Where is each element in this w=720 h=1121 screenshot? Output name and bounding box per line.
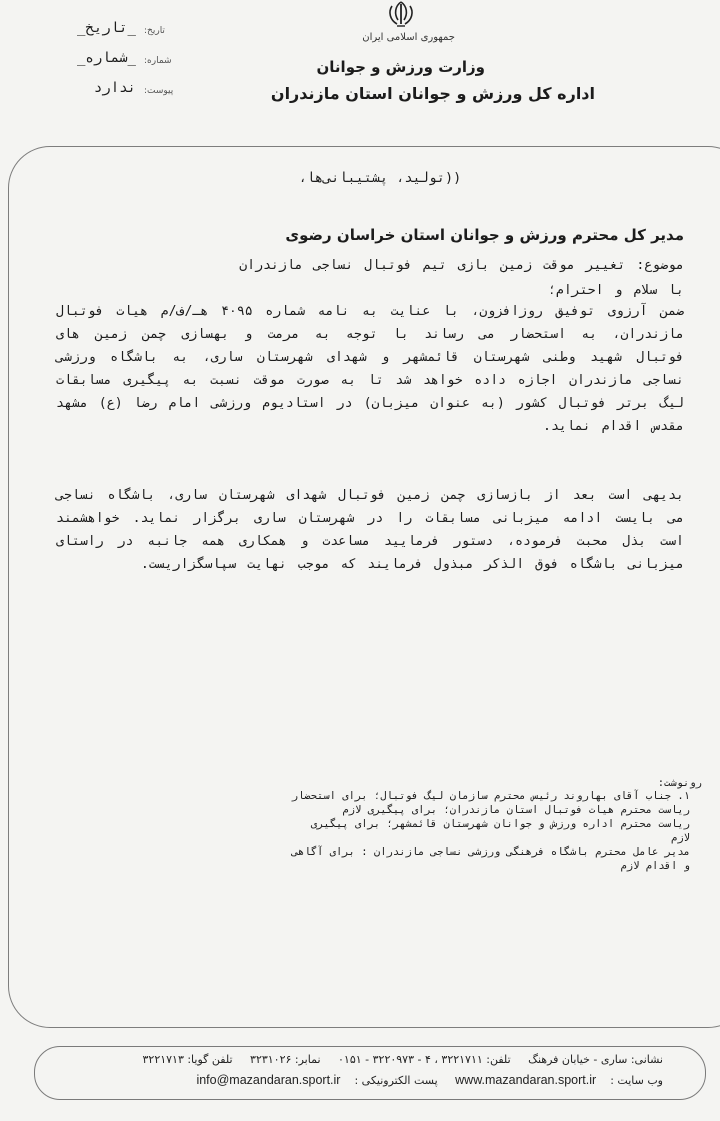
- copy-line: مدیر عامل محترم باشگاه فرهنگی ورزشی نساجی مازندران : برای آگاهی: [291, 846, 690, 858]
- ministry-title: وزارت ورزش و جوانان: [316, 58, 485, 76]
- copy-line: و اقدام لازم: [620, 860, 690, 872]
- copies-title: رونوشت:: [657, 777, 702, 789]
- copies-section: [60, 777, 702, 873]
- attachment-label: پیوست:: [144, 86, 174, 96]
- footer-website-link[interactable]: www.mazandaran.sport.ir: [455, 1073, 597, 1087]
- footer-audio-phone: تلفن گویا: ۳۲۲۱۷۱۳: [142, 1053, 233, 1066]
- republic-title: جمهوری اسلامی ایران: [362, 32, 455, 43]
- copy-line: ریاست محترم اداره ورزش و جوانان شهرستان قائمشهر؛ برای پیگیری: [310, 818, 690, 830]
- number-field: [32, 50, 182, 72]
- recipient: مدیر کل محترم ورزش و جوانان استان خراسان رضوی: [285, 226, 684, 244]
- footer-address: نشانی: ساری - خیابان فرهنگ: [528, 1053, 663, 1066]
- number-label: شماره:: [144, 56, 172, 66]
- copy-line: ۱. جناب آقای بهاروند رئیس محترم سازمان لیگ فوتبال؛ برای استحضار: [291, 790, 690, 802]
- copy-line: ریاست محترم هیات فوتبال استان مازندران؛ برای پیگیری لازم: [342, 804, 690, 816]
- date-label: تاریخ:: [144, 26, 165, 36]
- number-value: _شماره_: [76, 50, 136, 66]
- footer-website-label: وب سایت :: [610, 1074, 663, 1087]
- footer-fax: نمابر: ۳۲۳۱۰۲۶: [250, 1053, 321, 1066]
- date-field: [32, 20, 182, 42]
- footer-web-line: [63, 1073, 663, 1087]
- copy-line: لازم: [671, 832, 690, 844]
- paragraph-1: ضمن آرزوی توفیق روزافزون، با عنایت به نامه شماره ۴۰۹۵ هـ/ف/م هیات فوتبال مازندران، به استحضار می رساند با توجه به مرمت و بهسازی چمن زمین های فوتبال شهید وطنی شهرستان قائمشهر و شهدای شهرستان ساری، به باشگاه ورزشی نساجی مازندران اجازه داده خواهد شد تا به صورت موقت نسبت به پیگیری مسابقات لیگ برتر فوتبال کشور (به عنوان میزبان) در استادیوم ورزشی امام رضا (ع) مشهد مقدس اقدام نماید.: [56, 304, 684, 434]
- office-title: اداره کل ورزش و جوانان استان مازندران: [270, 84, 595, 103]
- footer-box: [34, 1046, 706, 1100]
- paragraph-2: بدیهی است بعد از بازسازی چمن زمین فوتبال شهدای شهرستان ساری، باشگاه نساجی می بایست ادامه میزبانی مسابقات را در شهرستان ساری برگزار نماید. خواهشمند است بذل محبت فرموده، دستور فرمایید مساعدت و همکاری همه جانبه در راستای میزبانی باشگاه فوق الذکر مبذول فرمایند که موجب نهایت سپاسگزاریست.: [56, 488, 684, 572]
- attachment-field: [32, 80, 182, 102]
- date-value: _تاریخ_: [76, 20, 136, 36]
- footer-email-label: پست الکترونیکی :: [354, 1074, 438, 1087]
- footer-contact-line: [63, 1053, 663, 1066]
- greeting: با سلام و احترام؛: [547, 283, 684, 298]
- footer-phone: تلفن: ۳۲۲۱۷۱۱ ، ۴ - ۳۲۲۰۹۷۳ - ۰۱۵۱: [338, 1053, 511, 1066]
- iran-emblem-icon: [384, 0, 418, 28]
- attachment-value: ندارد: [93, 80, 136, 96]
- slogan: ((تولید، پشتیبانی‌ها،: [298, 170, 462, 186]
- footer-email-link[interactable]: info@mazandaran.sport.ir: [196, 1073, 341, 1087]
- subject-line: موضوع: تغییر موقت زمین بازی تیم فوتبال نساجی مازندران: [239, 258, 684, 273]
